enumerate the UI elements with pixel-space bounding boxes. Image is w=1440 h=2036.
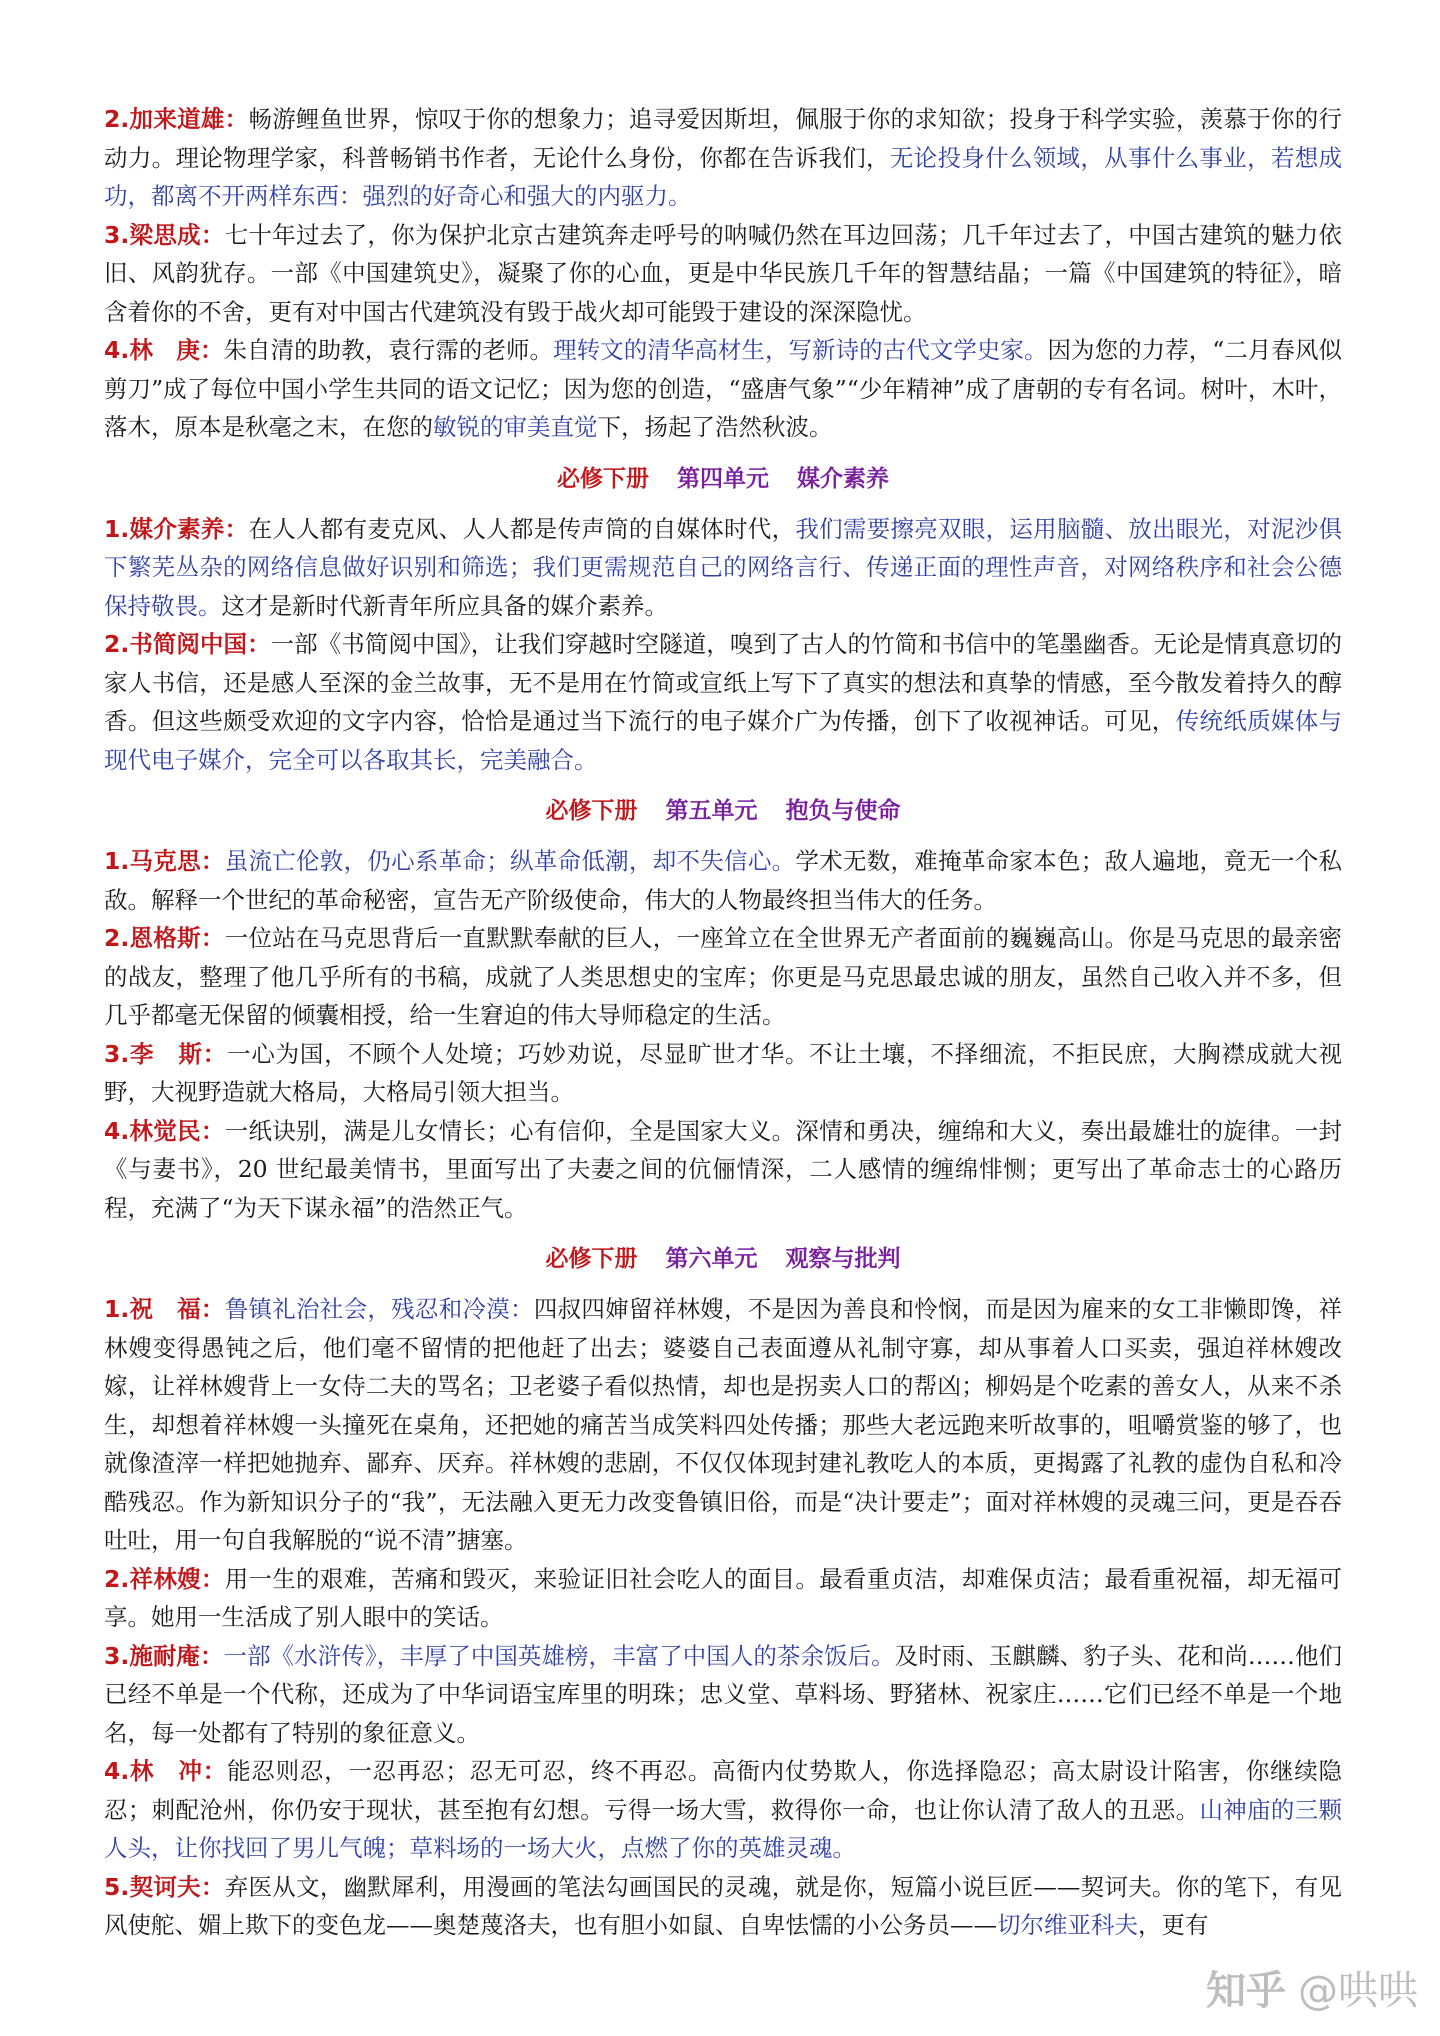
heading-unit: 第四单元 [677, 465, 769, 492]
highlight-text: 山神庙的三颗人头，让你找回了男儿气魄；草料场的一场大火，点燃了你的英雄灵魂。 [104, 1795, 1343, 1862]
document-body [104, 100, 1342, 1945]
body-text: 一部《书简阅中国》，让我们穿越时空隧道，嗅到了古人的竹简和书信中的笔墨幽香。无论是情真意切的家人书信，还是感人至深的金兰故事，无不是用在竹简或宣纸上写下了真实的想法和真挚的情感，至今散发着持久的醇香。但这些颇受欢迎的文字内容，恰恰是通过当下流行的电子媒介广为传播，创下了收视神话。可见， [104, 630, 1343, 735]
body-text: 一心为国，不顾个人处境；巧妙劝说，尽显旷世才华。不让土壤，不择细流，不拒民庶，大胸襟成就大视野，大视野造就大格局，大格局引领大担当。 [104, 1039, 1343, 1106]
heading-theme: 抱负与使命 [785, 798, 901, 824]
body-text: 下，扬起了浩然秋波。 [597, 413, 833, 441]
highlight-text: 一部《水浒传》，丰厚了中国英雄榜，丰富了中国人的茶余饭后。 [223, 1641, 895, 1670]
body-text: 畅游鲤鱼世界，惊叹于你的想象力；追寻爱因斯坦，佩服于你的求知欲；投身于科学实验，羡慕于你的行动力。理论物理学家，科普畅销书作者，无论什么身份，你都在告诉我们， [104, 105, 1342, 172]
entry-label: 1.祝 福： [104, 1295, 225, 1323]
heading-theme: 观察与批判 [785, 1246, 901, 1272]
body-text: 弃医从文，幽默犀利，用漫画的笔法勾画国民的灵魂，就是你，短篇小说巨匠——契诃夫。你的笔下，有见风使舵、媚上欺下的变色龙——奥楚蔑洛夫，也有胆小如鼠、自卑怯懦的小公务员—— [104, 1872, 1342, 1939]
section-heading [104, 452, 1342, 506]
body-text: 在人人都有麦克风、人人都是传声筒的自媒体时代， [248, 514, 796, 543]
entry-paragraph [104, 216, 1342, 332]
highlight-text: 传统纸质媒体与现代电子媒介，完全可以各取其长，完美融合。 [104, 707, 1343, 774]
entry-paragraph [104, 1637, 1342, 1753]
entry-label: 2.加来道雄： [104, 105, 249, 133]
entry-paragraph [104, 625, 1342, 779]
entry-label: 1.马克思： [104, 847, 225, 875]
body-text: 一纸诀别，满是儿女情长；心有信仰，全是国家大义。深情和勇决，缠绵和大义，奏出最雄壮的旋律。一封《与妻书》，20 世纪最美情书，里面写出了夫妻之间的伉俪情深，二人感情的缠绵悱恻；更写出了革命志士的心路历程，充满了“为天下谋永福”的浩然正气。 [104, 1116, 1343, 1222]
highlight-text: 鲁镇礼治社会，残忍和冷漠： [224, 1295, 534, 1323]
entry-paragraph [104, 1560, 1342, 1637]
heading-book: 必修下册 [545, 798, 638, 824]
entry-paragraph [104, 842, 1342, 919]
highlight-text: 无论投身什么领域，从事什么事业，若想成功，都离不开两样东西：强烈的好奇心和强大的内驱力。 [104, 143, 1343, 210]
entry-label: 2.祥林嫂： [104, 1564, 225, 1593]
entry-paragraph [104, 1290, 1342, 1560]
entry-paragraph [104, 919, 1342, 1035]
watermark [1206, 1959, 1418, 2016]
entry-paragraph [104, 331, 1342, 447]
body-text: 用一生的艰难，苦痛和毁灭，来验证旧社会吃人的面目。最看重贞洁，却难保贞洁；最看重祝福，却无福可享。她用一生活成了别人眼中的笑话。 [104, 1564, 1343, 1631]
watermark-user: @哄哄 [1298, 1968, 1418, 2014]
entry-label: 4.林 庚： [104, 336, 224, 364]
section-heading [104, 1232, 1342, 1286]
body-text: 学术无数，难掩革命家本色；敌人遍地，竟无一个私敌。解释一个世纪的革命秘密，宣告无产阶级使命，伟大的人物最终担当伟大的任务。 [104, 847, 1343, 914]
entry-label: 2.恩格斯： [104, 924, 225, 952]
body-text: 一位站在马克思背后一直默默奉献的巨人，一座耸立在全世界无产者面前的巍巍高山。你是马克思的最亲密的战友，整理了他几乎所有的书稿，成就了人类思想史的宝库；你更是马克思最忠诚的朋友，虽然自己收入并不多，但几乎都毫无保留的倾囊相授，给一生窘迫的伟大导师稳定的生活。 [104, 924, 1343, 1029]
entry-label: 5.契诃夫： [104, 1872, 225, 1901]
heading-unit: 第五单元 [665, 798, 758, 824]
body-text: 能忍则忍，一忍再忍；忍无可忍，终不再忍。高衙内仗势欺人，你选择隐忍；高太尉设计陷害，你继续隐忍；刺配沧州，你仍安于现状，甚至抱有幻想。亏得一场大雪，救得你一命，也让你认清了敌人的丑恶。 [104, 1757, 1343, 1824]
highlight-text: 理转文的清华高材生，写新诗的古代文学史家。 [553, 336, 1048, 364]
highlight-text: 我们需要擦亮双眼，运用脑髓、放出眼光，对泥沙俱下繁芜丛杂的网络信息做好识别和筛选；我们更需规范自己的网络言行、传递正面的理性声音，对网络秩序和社会公德保持敬畏。 [104, 514, 1343, 620]
entry-label: 2.书简阅中国： [104, 630, 271, 658]
body-text: 朱自清的助教，袁行霈的老师。 [223, 336, 554, 364]
entry-paragraph [104, 1112, 1342, 1228]
highlight-text: 虽流亡伦敦，仍心系革命；纵革命低潮，却不失信心。 [224, 847, 796, 875]
heading-book: 必修下册 [557, 465, 649, 492]
entry-label: 3.李 斯： [104, 1039, 228, 1068]
body-text: 四叔四婶留祥林嫂，不是因为善良和怜悯，而是因为雇来的女工非懒即馋，祥林嫂变得愚钝之后，他们毫不留情的把他赶了出去；婆婆自己表面遵从礼制守寡，却从事着人口买卖，强迫祥林嫂改嫁，让祥林嫂背上一女侍二夫的骂名；卫老婆子看似热情，却也是拐卖人口的帮凶；柳妈是个吃素的善女人，从来不杀生，却想着祥林嫂一头撞死在桌角，还把她的痛苦当成笑料四处传播；那些大老远跑来听故事的，咀嚼赏鉴的够了，也就像渣滓一样把她抛弃、鄙弃、厌弃。祥林嫂的悲剧，不仅仅体现封建礼教吃人的本质，更揭露了礼教的虚伪自私和冷酷残忍。作为新知识分子的“我”，无法融入更无力改变鲁镇旧俗，而是“决计要走”；面对祥林嫂的灵魂三问，更是吞吞吐吐，用一句自我解脱的“说不清”搪塞。 [104, 1295, 1343, 1554]
entry-paragraph [104, 1752, 1342, 1868]
entry-label: 3.梁思成： [104, 220, 225, 249]
body-text: 这才是新时代新青年所应具备的媒介素养。 [221, 591, 668, 620]
section-heading [104, 784, 1342, 838]
entry-paragraph [104, 100, 1342, 216]
body-text: 七十年过去了，你为保护北京古建筑奔走呼号的呐喊仍然在耳边回荡；几千年过去了，中国古建筑的魅力依旧、风韵犹存。一部《中国建筑史》，凝聚了你的心血，更是中华民族几千年的智慧结晶；一篇《中国建筑的特征》，暗含着你的不舍，更有对中国古代建筑没有毁于战火却可能毁于建设的深深隐忧。 [104, 220, 1343, 326]
zhihu-logo: 知乎 [1206, 1968, 1286, 2014]
entry-label: 3.施耐庵： [104, 1641, 224, 1670]
highlight-text: 切尔维亚科夫 [997, 1911, 1138, 1939]
entry-label: 4.林 冲： [104, 1757, 228, 1785]
body-text: 及时雨、玉麒麟、豹子头、花和尚……他们已经不单是一个代称，还成为了中华词语宝库里的明珠；忠义堂、草料场、野猪林、祝家庄……它们已经不单是一个地名，每一处都有了特别的象征意义。 [104, 1641, 1343, 1747]
entry-label: 4.林觉民： [104, 1116, 225, 1145]
entry-paragraph [104, 1868, 1342, 1945]
entry-paragraph [104, 510, 1342, 626]
heading-unit: 第六单元 [665, 1246, 758, 1272]
entry-label: 1.媒介素养： [104, 514, 249, 543]
entry-paragraph [104, 1035, 1342, 1112]
body-text: 因为您的力荐，“二月春风似剪刀”成了每位中国小学生共同的语文记忆；因为您的创造，“盛唐气象”“少年精神”成了唐朝的专有名词。树叶，木叶，落木，原本是秋毫之末，在您的 [104, 336, 1343, 441]
body-text: ，更有 [1138, 1911, 1209, 1939]
highlight-text: 敏锐的审美直觉 [433, 413, 598, 441]
heading-theme: 媒介素养 [797, 465, 889, 492]
heading-book: 必修下册 [545, 1246, 638, 1272]
